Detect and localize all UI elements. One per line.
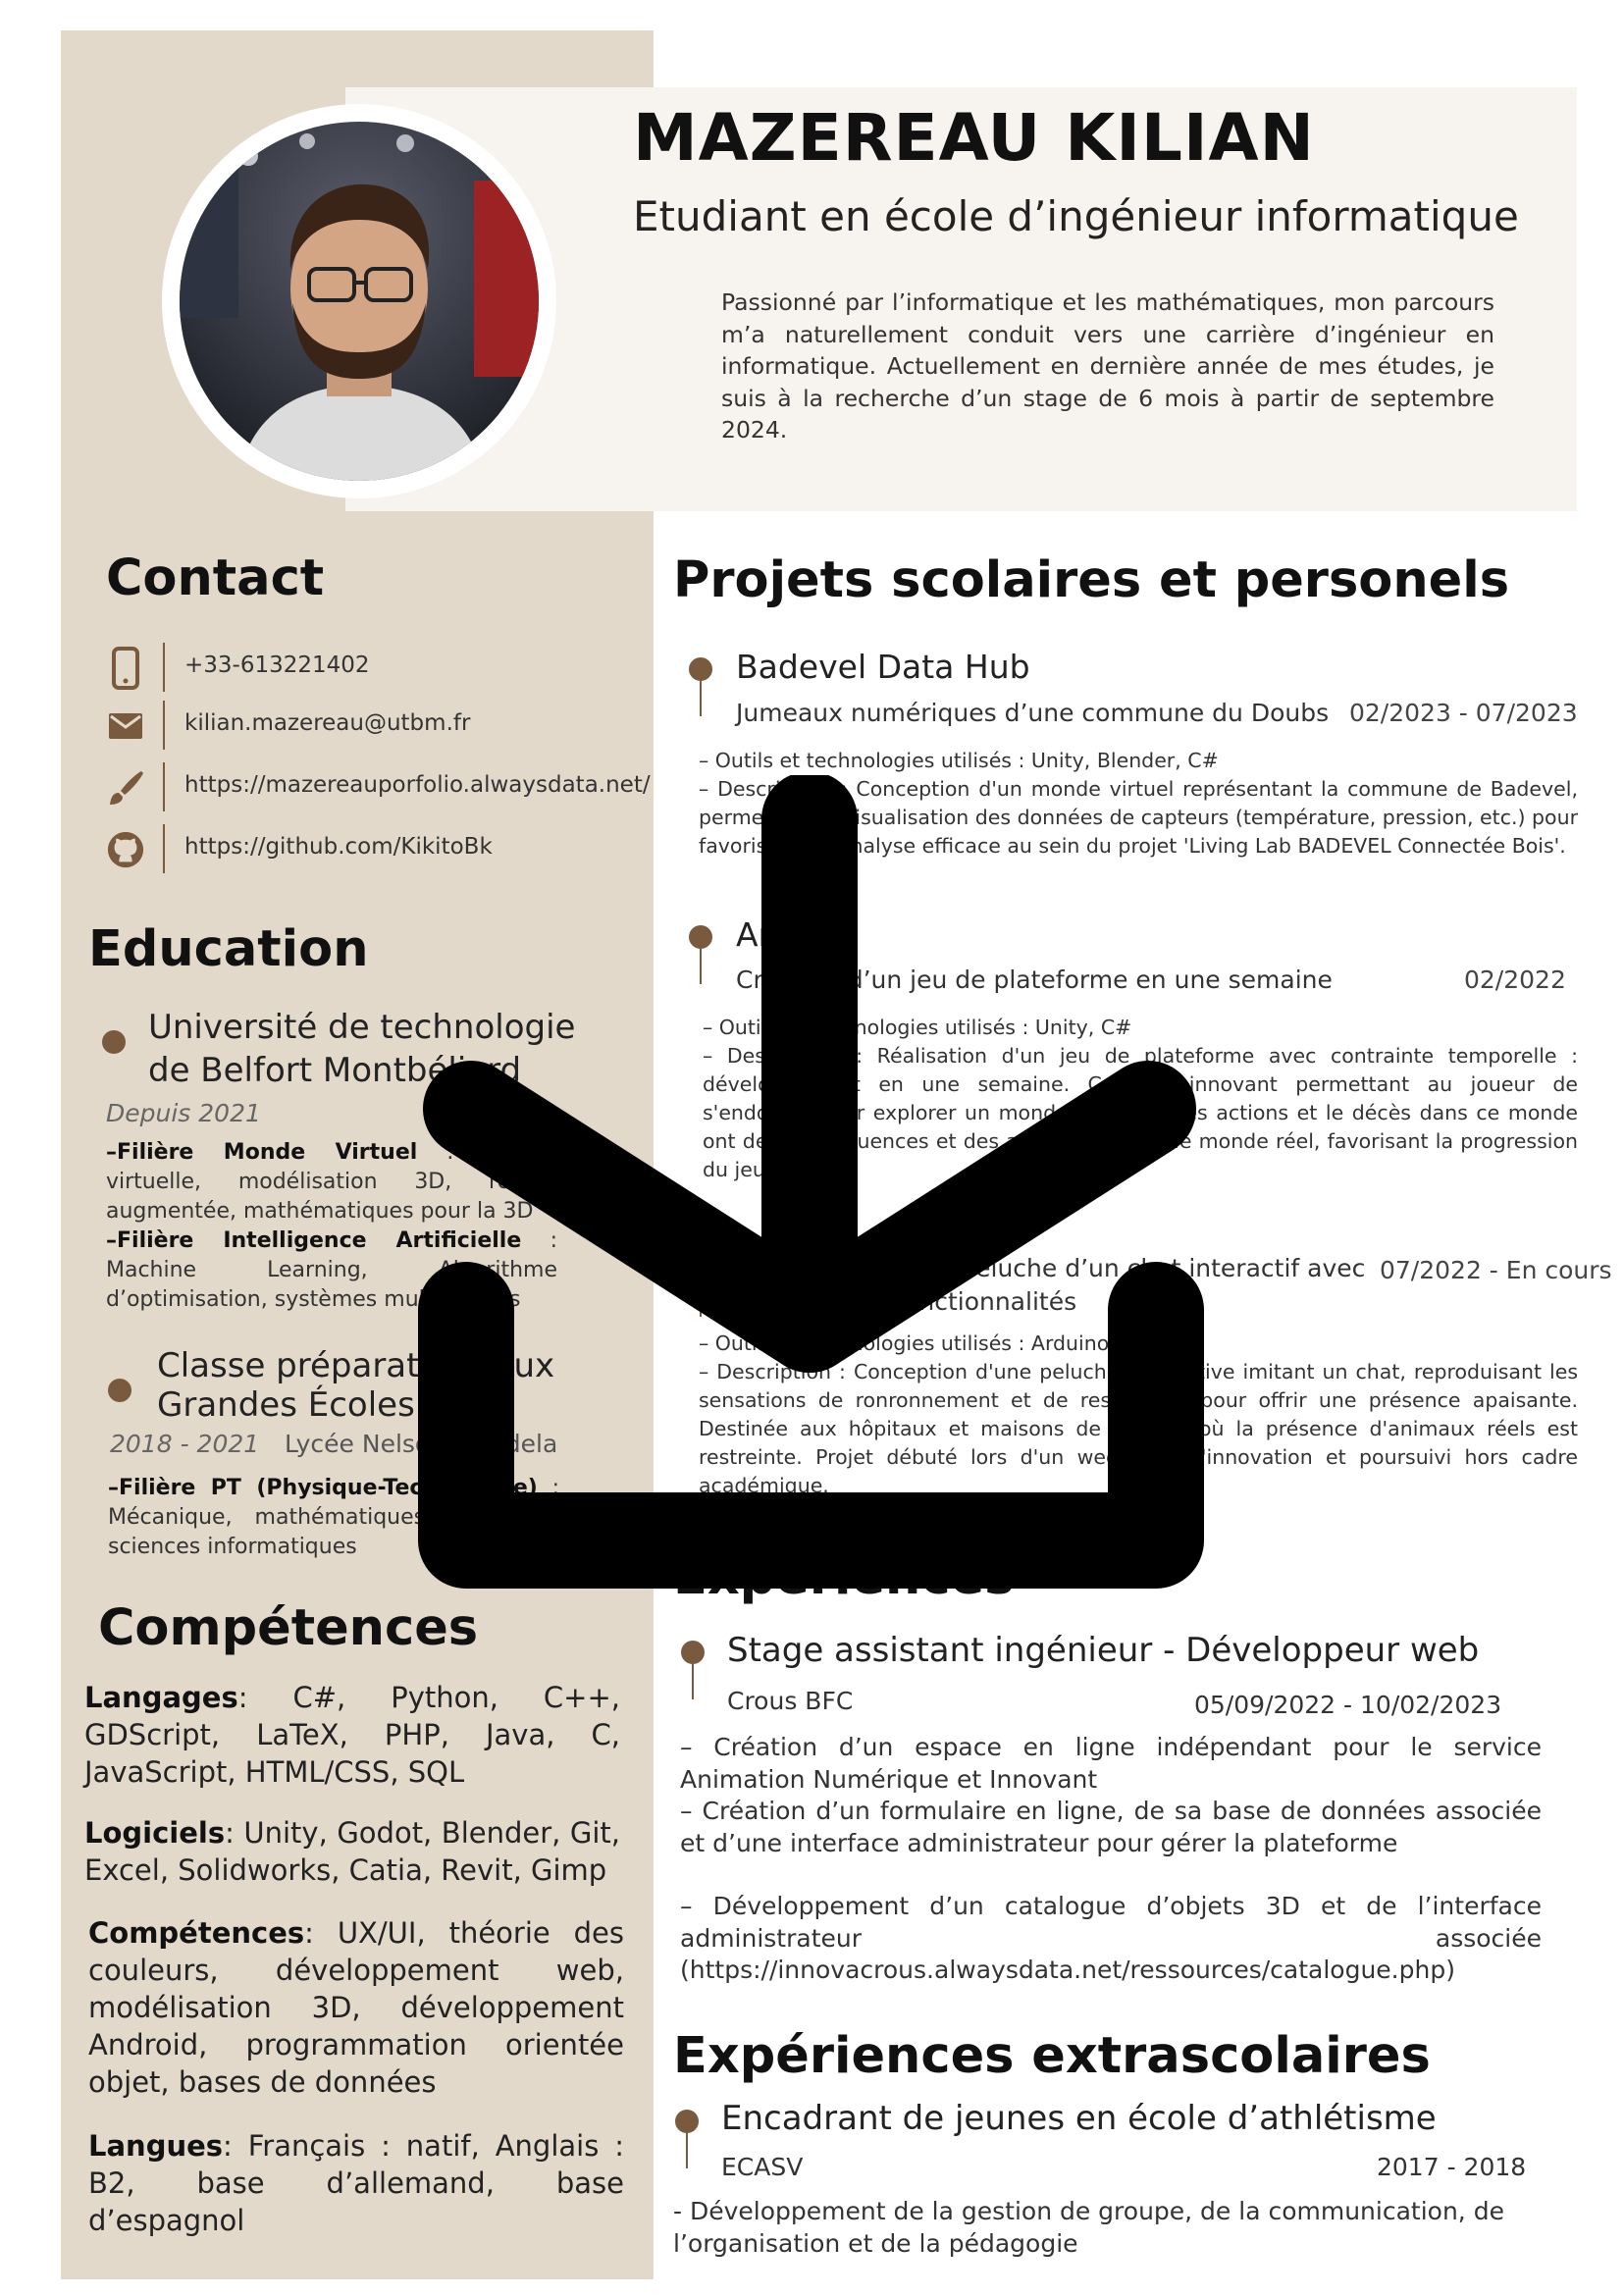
brush-icon: [106, 768, 145, 808]
skill-text: : C#, Python, C++, GDScript, LaTeX, PHP, Java, C, JavaScript, HTML/CSS, SQL: [84, 1681, 620, 1789]
project-3-date: 07/2022 - En cours: [1380, 1256, 1612, 1284]
project-2-description: – Description : Réalisation d'un jeu de plateforme avec contrainte temporelle : développement en une semaine. Concept innovant permettant au joueur de s'endormir pour explorer un monde onirique. Les actions et le décès dans ce monde ont des conséquences et des avantages dans le monde réel, favorisant la progression du jeu.: [703, 1044, 1578, 1181]
extracurricular-heading: Expériences extrascolaires: [673, 2027, 1431, 2085]
project-3-tools: – Outils et technologies utilisés : Arduino, C++: [699, 1331, 1170, 1355]
experiences-heading: Expériences: [673, 1548, 1015, 1606]
project-3-title-line2: de multiples fonctionnalités: [736, 1287, 1077, 1316]
experience-1-desc-2: – Création d’un formulaire en ligne, de sa base de données associée et d’une interface administrateur pour gérer la plateforme: [680, 1797, 1542, 1857]
education-1-desc-1: : Réalité virtuelle, modélisation 3D, réalité augmentée, mathématiques pour la 3D: [106, 1140, 557, 1224]
extracurricular-1-title: Encadrant de jeunes en école d’athlétisme: [721, 2099, 1437, 2138]
timeline-dot: [108, 1379, 131, 1402]
projects-heading: Projets scolaires et personels: [673, 551, 1510, 609]
contact-phone: [106, 643, 655, 692]
candidate-name: MAZEREAU KILIAN: [633, 100, 1315, 176]
contact-heading: Contact: [106, 549, 325, 607]
job-title: Etudiant en école d’ingénieur informatique: [633, 192, 1519, 240]
project-1-description: – Description : Conception d'un monde virtuel représentant la commune de Badevel, permettant la visualisation des données de capteurs (température, pression, etc.) pour favoriser une analyse efficace au sein du projet 'Living Lab BADEVEL Connectée Bois'.: [699, 777, 1578, 858]
skill-software: [84, 1814, 620, 1889]
timeline-pin: [700, 677, 702, 716]
timeline-pin: [700, 1278, 702, 1317]
separator: [163, 701, 165, 750]
email-link[interactable]: kilian.mazereau@utbm.fr: [184, 710, 471, 736]
education-1-desc-2: : Machine Learning, Algorithme d’optimisation, systèmes multi-agents: [106, 1228, 557, 1312]
skill-label: Logiciels: [84, 1816, 226, 1850]
project-2-tools: – Outils et technologies utilisés : Unity, C#: [703, 1016, 1132, 1039]
project-1-tools: – Outils et technologies utilisés : Unity, Blender, C#: [699, 749, 1219, 772]
skill-text: : Français : natif, Anglais : B2, base d’allemand, base d’espagnol: [88, 2129, 624, 2237]
skill-languages-spoken: [88, 2127, 624, 2239]
education-1-label-2: –Filière Intelligence Artificielle: [106, 1228, 522, 1253]
contact-github: [106, 824, 655, 873]
project-2-title: Anima: [736, 915, 840, 954]
project-3-title: Conception d’une peluche d’un chat interactif avec: [736, 1254, 1366, 1282]
education-2-desc-1: : Mécanique, mathématiques, physique, sciences informatiques: [108, 1476, 559, 1559]
skills-heading: Compétences: [98, 1599, 479, 1657]
phone-text[interactable]: +33-613221402: [184, 652, 370, 678]
extracurricular-1-org: ECASV: [721, 2153, 804, 2181]
github-icon: [106, 830, 145, 869]
experience-1-desc-1: – Création d’un espace en ligne indépendant pour le service Animation Numérique et Innovant: [680, 1733, 1542, 1794]
education-heading: Education: [88, 920, 369, 978]
experience-1-desc-3: – Développement d’un catalogue d’objets 3D et de l’interface administrateur associée (https://innovacrous.alwaysdata.net/ressources/catalogue.php): [680, 1892, 1542, 1984]
education-1-title-line2: de Belfort Montbéliard: [148, 1051, 522, 1090]
project-2-subtitle: Création d’un jeu de plateforme en une semaine: [736, 965, 1333, 994]
profile-summary: Passionné par l’informatique et les mathématiques, mon parcours m’a naturellement conduit vers une carrière d’ingénieur en informatique. Actuellement en dernière année de mes études, je suis à la recherche d’un stage de 6 mois à partir de septembre 2024.: [721, 288, 1494, 444]
education-2-title-line1: Classe préparatoire aux: [157, 1346, 555, 1385]
extracurricular-1-desc: - Développement de la gestion de groupe, de la communication, de l’organisation et de la pédagogie: [673, 2197, 1504, 2258]
project-1-title: Badevel Data Hub: [736, 648, 1030, 686]
education-1-title-line1: Université de technologie: [148, 1008, 576, 1047]
github-link[interactable]: https://github.com/KikitoBk: [184, 834, 493, 860]
separator: [163, 643, 165, 692]
project-3-description: – Description : Conception d'une peluche interactive imitant un chat, reproduisant les sensations de ronronnement et de respiration pour offrir une présence apaisante. Destinée aux hôpitaux et maisons de retraite où la présence d'animaux réels est restreinte. Projet débuté lors d'un week-end d'innovation et poursuivi hors cadre académique.: [699, 1360, 1578, 1497]
education-2-title-line2: Grandes Écoles: [157, 1385, 415, 1425]
extracurricular-1-date: 2017 - 2018: [1377, 2153, 1527, 2181]
contact-portfolio: [106, 762, 655, 811]
education-2-desc: [108, 1474, 559, 1562]
education-1-label-1: –Filière Monde Virtuel: [106, 1140, 418, 1165]
skill-languages: [84, 1679, 620, 1791]
education-1-desc: [106, 1138, 557, 1315]
timeline-pin: [700, 945, 702, 984]
education-2-school: Lycée Nelson Mandela: [285, 1430, 558, 1458]
skill-competences: [88, 1914, 624, 2101]
separator: [163, 824, 165, 873]
phone-icon: [106, 649, 145, 688]
portfolio-link[interactable]: https://mazereauporfolio.alwaysdata.net/: [184, 772, 651, 798]
experience-1-date: 05/09/2022 - 10/02/2023: [1194, 1691, 1502, 1719]
separator: [163, 762, 165, 811]
education-2-date: 2018 - 2021: [110, 1430, 260, 1458]
mail-icon: [106, 706, 145, 746]
timeline-pin: [692, 1660, 694, 1699]
project-1-date: 02/2023 - 07/2023: [1349, 699, 1578, 727]
project-1-subtitle: Jumeaux numériques d’une commune du Doubs: [736, 699, 1330, 727]
avatar: [180, 122, 539, 481]
skill-text: : UX/UI, théorie des couleurs, développement web, modélisation 3D, développement Android, programmation orientée objet, bases de données: [88, 1916, 624, 2099]
education-2-label-1: –Filière PT (Physique-Technologie): [108, 1476, 538, 1500]
contact-email: [106, 701, 655, 750]
project-2-date: 02/2022: [1464, 965, 1566, 994]
experience-1-title: Stage assistant ingénieur - Développeur web: [727, 1631, 1480, 1670]
timeline-pin: [686, 2129, 688, 2168]
timeline-dot: [102, 1030, 126, 1054]
skill-label: Langages: [84, 1681, 238, 1714]
skill-label: Langues: [88, 2129, 224, 2163]
skill-text: : Unity, Godot, Blender, Git, Excel, Solidworks, Catia, Revit, Gimp: [84, 1816, 620, 1887]
education-1-date: Depuis 2021: [106, 1099, 261, 1127]
skill-label: Compétences: [88, 1916, 305, 1950]
experience-1-org: Crous BFC: [727, 1687, 854, 1715]
